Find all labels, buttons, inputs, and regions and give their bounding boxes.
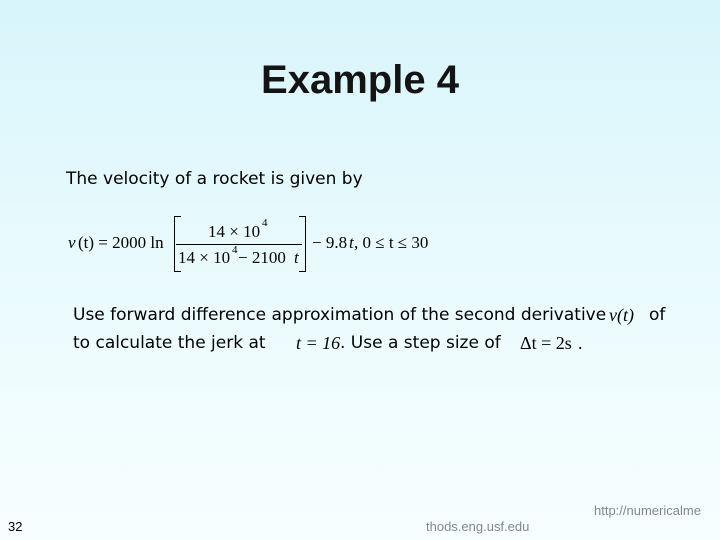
right-bracket [299,216,306,272]
footer-url-part1: http://numericalme [594,503,701,518]
eq-tail: − 9.8 [312,233,348,252]
t-value: t = 16 [296,333,341,353]
eq-lhs: (t) = 2000 ln [78,233,164,252]
instruction-line-2: to calculate the jerk at [73,333,266,353]
eq-numerator-exp: 4 [262,217,268,229]
eq-tail-t: t [349,233,354,252]
footer-url-part2: thods.eng.usf.edu [426,519,530,534]
eq-denominator-b: − 2100 [238,248,286,267]
step-size: Δt = 2s [520,333,572,353]
slide-title: Example 4 [261,58,459,102]
eq-denominator-t: t [294,248,299,267]
instruction-line-1-end: of [649,305,666,325]
fraction-bar [176,244,302,245]
instruction-line-2-mid: . Use a step size of [340,333,501,353]
velocity-equation [66,216,446,276]
page-number: 32 [8,519,23,534]
intro-text: The velocity of a rocket is given by [66,169,363,189]
line2-period: . [578,333,583,353]
eq-numerator: 14 × 10 [208,222,261,241]
eq-v: v [68,233,76,252]
eq-domain: , 0 ≤ t ≤ 30 [354,233,429,252]
vt-symbol: v(t) [609,305,634,325]
eq-denominator-a: 14 × 10 [178,248,231,267]
eq-denominator-exp: 4 [232,244,238,256]
instruction-line-1: Use forward difference approximation of the second derivative [73,305,607,325]
